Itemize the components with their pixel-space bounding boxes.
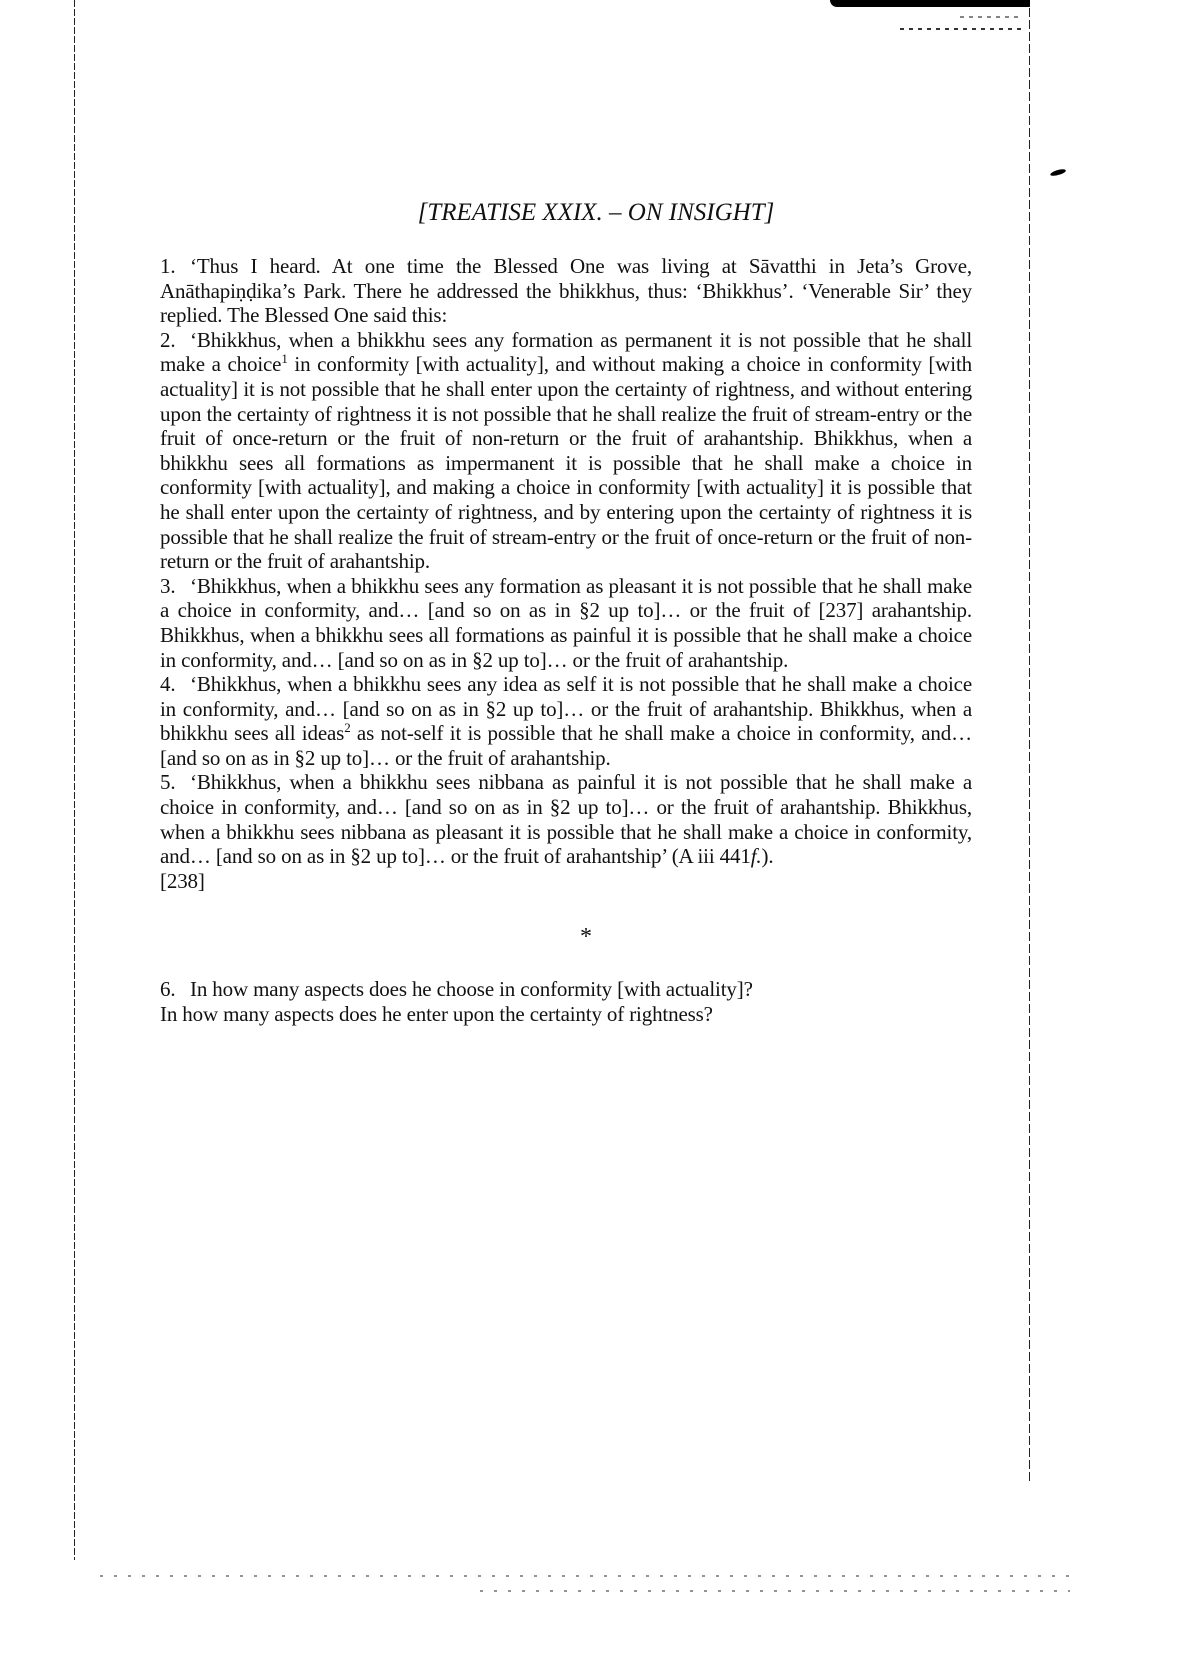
scan-top-edge — [830, 0, 1030, 7]
scan-ink-mark — [1050, 168, 1067, 178]
paragraph-number: 5. — [160, 770, 176, 795]
paragraph-number: 3. — [160, 573, 176, 598]
page-marker: [238] — [160, 868, 205, 893]
paragraph-text: ‘Thus I heard. At one time the Blessed One was living at Sāvatthi in Jeta’s Grove, Anāthapiṇḍika’s Park. There he addressed the bhikkhus, thus: ‘Bhikkhus’. ‘Venerable Sir’ they replied. The Blessed One said this: — [160, 254, 972, 328]
paragraph-text: ‘Bhikkhus, when a bhikkhu sees any idea as self it is not possible that he shall make a choice in conformity, and… [and so on as in §2 up to]… or the fruit of arahantship. Bhikkhus, when a bhikkhu sees all ideas — [160, 672, 972, 746]
paragraph-number: 1. — [160, 254, 176, 278]
scan-bottom-edge — [100, 1575, 1080, 1577]
citation-end: ). — [761, 844, 774, 869]
paragraph-5 — [160, 770, 972, 893]
footnote-ref[interactable]: 1 — [281, 351, 288, 367]
paragraph-number: 6. — [160, 977, 176, 1002]
paragraph-4 — [160, 672, 972, 770]
question-line: In how many aspects does he enter upon the certainty of rightness? — [160, 1002, 713, 1027]
paragraph-text: ‘Bhikkhus, when a bhikkhu sees any formation as permanent it is not possible that he shall make a choice — [160, 327, 972, 377]
citation-suffix: f. — [750, 844, 762, 869]
paragraph-6 — [160, 977, 972, 1026]
paragraph-number: 2. — [160, 327, 176, 352]
scan-bottom-edge — [480, 1590, 1070, 1592]
treatise-title: [TREATISE XXIX. – ON INSIGHT] — [417, 199, 775, 226]
paragraph-number: 4. — [160, 672, 176, 697]
paragraph-text: ‘Bhikkhus, when a bhikkhu sees any formation as pleasant it is not possible that he shall make a choice in conformity, and… [and so on as in §2 up to]… or the fruit of [237] arahantship. Bhikkhus, when a bhikkhu sees all formations as painful it is possible that he shall make a choice in conformity, and… [and so on as in §2 up to]… or the fruit of arahantship. — [160, 573, 972, 672]
paragraph-3 — [160, 574, 972, 672]
question-line: In how many aspects does he choose in conformity [with actuality]? — [190, 977, 753, 1002]
paragraph-2 — [160, 328, 972, 574]
section-separator: * — [580, 924, 592, 951]
scan-noise — [960, 16, 1020, 18]
scan-noise — [900, 28, 1025, 30]
paragraph-text: as not-self it is possible that he shall make a choice in conformity, and… [and so on as in §2 up to]… or the fruit of arahantship. — [160, 721, 972, 770]
document-page — [160, 198, 972, 1027]
paragraph-text: ‘Bhikkhus, when a bhikkhu sees nibbana as painful it is not possible that he shall make a choice in conformity, and… [and so on as in §2 up to]… or the fruit of arahantship. Bhikkhus, when a bhikkhu sees nibbana as pleasant it is possible that he shall make a choice in conformity, and… [and so on as in §2 up to]… or the fruit of arahantship’ (A iii 441 — [160, 770, 972, 869]
paragraph-text: in conformity [with actuality], and without making a choice in conformity [with actuality] it is not possible that he shall enter upon the certainty of rightness, and without entering upon the certainty of rightness it is not possible that he shall realize the fruit of stream-entry or the fruit of once-return or the fruit of non-return or the fruit of arahantship. Bhikkhus, when a bhikkhu sees all formations as impermanent it is possible that he shall make a choice in conformity [with actuality], and making a choice in conformity [with actuality] it is possible that he shall enter upon the certainty of rightness, and by entering upon the certainty of rightness it is possible that he shall realize the fruit of stream-entry or the fruit of once-return or the fruit of non-return or the fruit of arahantship. — [160, 352, 972, 574]
scan-right-border — [1029, 8, 1030, 1483]
paragraph-1 — [160, 254, 972, 328]
footnote-ref[interactable]: 2 — [344, 720, 351, 736]
scan-left-border — [74, 0, 75, 1560]
